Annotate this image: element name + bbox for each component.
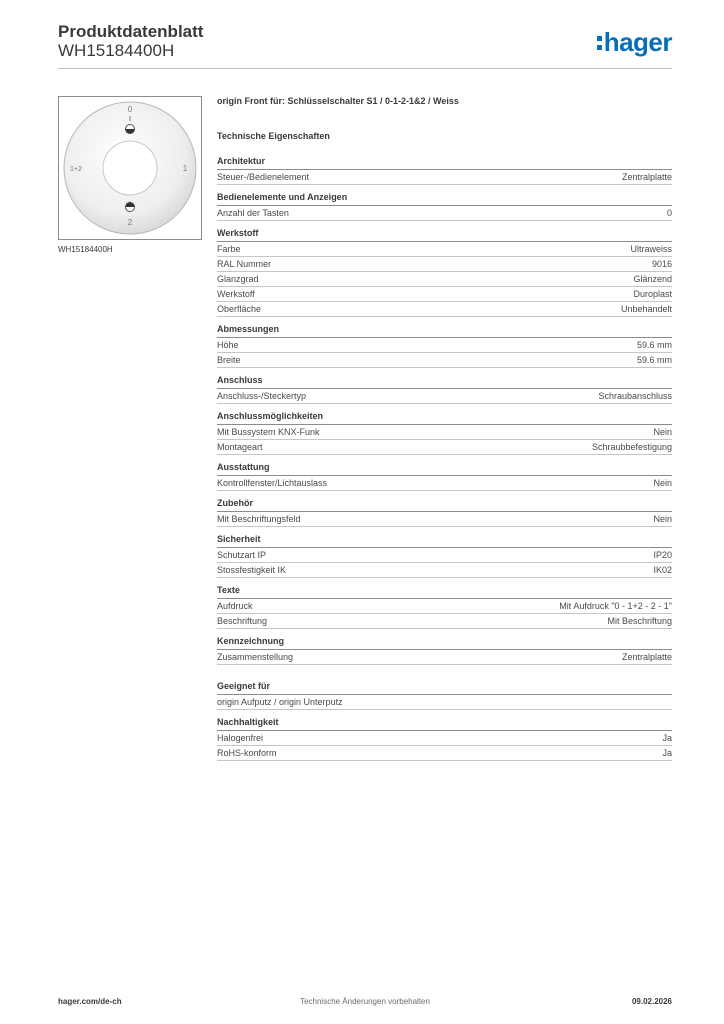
spec-row: [217, 302, 672, 317]
spec-group: [217, 375, 672, 404]
spec-group: [217, 681, 672, 710]
spec-group: [217, 585, 672, 629]
spec-row: [217, 389, 672, 404]
spec-label: origin Aufputz / origin Unterputz: [217, 697, 343, 707]
spec-row: [217, 599, 672, 614]
product-title: origin Front für: Schlüsselschalter S1 / 0-1-2-1&2 / Weiss: [217, 96, 459, 106]
spec-label: Oberfläche: [217, 304, 262, 314]
spec-label: Breite: [217, 355, 241, 365]
product-image: [58, 96, 202, 240]
spec-group: [217, 228, 672, 317]
spec-label: Beschriftung: [217, 616, 268, 626]
spec-row: [217, 287, 672, 302]
logo-dots-icon: [597, 36, 602, 50]
logo-text: hager: [603, 26, 672, 57]
spec-value: Nein: [653, 427, 672, 437]
document-title: Produktdatenblatt: [58, 22, 204, 41]
plate-center-opening: [103, 141, 157, 195]
spec-value: Ja: [662, 748, 672, 758]
spec-row: [217, 563, 672, 578]
spec-group: [217, 462, 672, 491]
spec-label: Halogenfrei: [217, 733, 264, 743]
spec-row: [217, 425, 672, 440]
spec-row: [217, 338, 672, 353]
spec-group-title: Texte: [217, 585, 672, 599]
spec-label: Farbe: [217, 244, 241, 254]
spec-value: Mit Aufdruck "0 - 1+2 - 2 - 1": [559, 601, 672, 611]
spec-value: Schraubanschluss: [598, 391, 672, 401]
spec-group-title: Sicherheit: [217, 534, 672, 548]
spec-value: Zentralplatte: [621, 652, 672, 662]
spec-value: IP20: [653, 550, 672, 560]
spec-group-title: Abmessungen: [217, 324, 672, 338]
spec-row: [217, 272, 672, 287]
spec-group: [217, 498, 672, 527]
spec-group-title: Ausstattung: [217, 462, 672, 476]
spec-row: [217, 206, 672, 221]
spec-label: Zusammenstellung: [217, 652, 294, 662]
spec-value: 59.6 mm: [636, 340, 672, 350]
spec-group-title: Geeignet für: [217, 681, 672, 695]
spec-label: RAL Nummer: [217, 259, 272, 269]
spec-group-title: Anschluss: [217, 375, 672, 389]
spec-row: [217, 170, 672, 185]
spec-label: Kontrollfenster/Lichtauslass: [217, 478, 328, 488]
page-header: [58, 20, 672, 68]
spec-row: [217, 257, 672, 272]
spec-group-title: Anschlussmöglichkeiten: [217, 411, 672, 425]
spec-label: Steuer-/Bedienelement: [217, 172, 310, 182]
spec-row: [217, 614, 672, 629]
spec-group-title: Kennzeichnung: [217, 636, 672, 650]
mark-right: 1: [182, 164, 188, 173]
spec-group-title: Architektur: [217, 156, 672, 170]
technical-properties-heading: Technische Eigenschaften: [217, 131, 330, 141]
spec-value: Glänzend: [633, 274, 672, 284]
spec-group-title: Zubehör: [217, 498, 672, 512]
image-caption: WH15184400H: [58, 245, 113, 254]
cover-plate-illustration: [59, 97, 201, 239]
spec-group: [217, 534, 672, 578]
spec-group: [217, 192, 672, 221]
spec-value: Duroplast: [633, 289, 672, 299]
spec-group-title: Nachhaltigkeit: [217, 717, 672, 731]
page-footer: [58, 997, 672, 1011]
footer-note: Technische Änderungen vorbehalten: [300, 997, 430, 1006]
spec-label: Glanzgrad: [217, 274, 259, 284]
article-number: WH15184400H: [58, 41, 175, 60]
spec-value: Nein: [653, 514, 672, 524]
spec-groups: [217, 156, 672, 761]
spec-value: Ja: [662, 733, 672, 743]
spec-label: Mit Beschriftungsfeld: [217, 514, 301, 524]
spec-row: [217, 512, 672, 527]
spec-row: [217, 731, 672, 746]
spec-value: Zentralplatte: [621, 172, 672, 182]
spec-group-title: Werkstoff: [217, 228, 672, 242]
spec-group: [217, 636, 672, 665]
specification-column: [217, 96, 672, 768]
spec-group: [217, 156, 672, 185]
spec-label: Stossfestigkeit IK: [217, 565, 287, 575]
spec-value: Ultraweiss: [630, 244, 672, 254]
spec-value: Nein: [653, 478, 672, 488]
spec-label: Anschluss-/Steckertyp: [217, 391, 307, 401]
spec-group: [217, 411, 672, 455]
spec-value: Unbehandelt: [620, 304, 672, 314]
spec-row: [217, 695, 672, 710]
hager-logo: [597, 28, 672, 56]
spec-row: [217, 650, 672, 665]
spec-value: 9016: [651, 259, 672, 269]
spec-row: [217, 746, 672, 761]
spec-row: [217, 353, 672, 368]
spec-label: Aufdruck: [217, 601, 253, 611]
spec-label: Mit Bussystem KNX-Funk: [217, 427, 320, 437]
spec-value: IK02: [653, 565, 672, 575]
mark-left: 1+2: [70, 166, 82, 173]
mark-bottom: 2: [127, 218, 133, 227]
spec-row: [217, 548, 672, 563]
spec-row: [217, 440, 672, 455]
spec-label: Anzahl der Tasten: [217, 208, 289, 218]
spec-label: Höhe: [217, 340, 239, 350]
footer-website: hager.com/de-ch: [58, 997, 122, 1006]
header-divider: [58, 68, 672, 69]
spec-label: RoHS-konform: [217, 748, 277, 758]
spec-label: Werkstoff: [217, 289, 255, 299]
footer-date: 09.02.2026: [631, 997, 672, 1006]
spec-group-title: Bedienelemente und Anzeigen: [217, 192, 672, 206]
spec-value: Mit Beschriftung: [607, 616, 672, 626]
spec-row: [217, 242, 672, 257]
spec-label: Schutzart IP: [217, 550, 267, 560]
spec-value: 0: [666, 208, 672, 218]
mark-top: 0: [127, 105, 133, 114]
spec-group: [217, 717, 672, 761]
spec-group: [217, 324, 672, 368]
spec-label: Montageart: [217, 442, 263, 452]
spec-row: [217, 476, 672, 491]
spec-value: 59.6 mm: [636, 355, 672, 365]
spec-value: Schraubbefestigung: [591, 442, 672, 452]
